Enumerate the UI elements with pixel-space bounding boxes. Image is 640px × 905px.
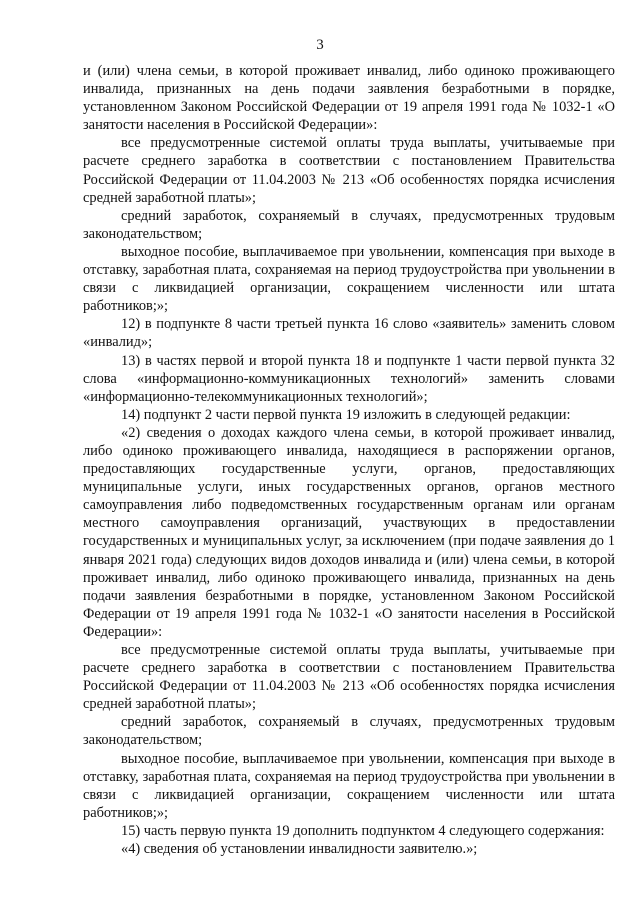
paragraph-continuation: и (или) члена семьи, в которой проживает инвалид, либо одиноко проживающего инвалида, признанных на день подачи заявления безработными в порядке, установленном Законом Российской Федерации от 19 апреля 1991 года № 1032-1 «О занятости населения в Российской Федерации»: xyxy=(83,63,615,134)
document-body xyxy=(83,62,615,858)
paragraph-average-earnings-item: средний заработок, сохраняемый в случаях, предусмотренных трудовым законодательством; xyxy=(83,714,615,749)
paragraph-payments-list-item: все предусмотренные системой оплаты труда выплаты, учитываемые при расчете среднего заработка в соответствии с постановлением Правительства Российской Федерации от 11.04.2003 № 213 «Об особенностях порядка исчисления средней заработной платы»; xyxy=(83,135,615,206)
paragraph-severance-item: выходное пособие, выплачиваемое при увольнении, компенсация при выходе в отставку, заработная плата, сохраняемая на период трудоустройства при увольнении в связи с ликвидацией организации, сокращением численности или штата работников;»; xyxy=(83,750,615,821)
page-number: 3 xyxy=(316,37,324,53)
paragraph-payments-list-item: все предусмотренные системой оплаты труда выплаты, учитываемые при расчете среднего заработка в соответствии с постановлением Правительства Российской Федерации от 11.04.2003 № 213 «Об особенностях порядка исчисления средней заработной платы»; xyxy=(83,642,615,713)
paragraph-amendment-13: 13) в частях первой и второй пункта 18 и подпункте 1 части первой пункта 32 слова «информационно-коммуникационных технологий» заменить словами «информационно-телекоммуникационных технологий»; xyxy=(83,352,615,405)
paragraph-severance-item: выходное пособие, выплачиваемое при увольнении, компенсация при выходе в отставку, заработная плата, сохраняемая на период трудоустройства при увольнении в связи с ликвидацией организации, сокращением численности или штата работников;»; xyxy=(83,243,615,315)
paragraph-amendment-12: 12) в подпункте 8 части третьей пункта 16 слово «заявитель» заменить словом «инвалид»; xyxy=(83,316,615,351)
paragraph-average-earnings-item: средний заработок, сохраняемый в случаях, предусмотренных трудовым законодательством; xyxy=(83,207,615,242)
paragraph-new-subitem-2: «2) сведения о доходах каждого члена семьи, в которой проживает инвалид, либо одиноко проживающего инвалида, находящиеся в распоряжении органов, предоставляющих государственные услуги, органов, предоставляющих муниципальные услуги, иных государственных органов, органов местного самоуправления либо подведомственных государственным органам или органам местного самоуправления организаций, участвующих в предоставлении государственных и муниципальных услуг, за исключением (при подаче заявления до 1 января 2021 года) следующих видов доходов инвалида и (или) члена семьи, в которой проживает инвалид, либо одиноко проживающего инвалида, признанных на день подачи заявления безработными в порядке, установленном Законом Российской Федерации от 19 апреля 1991 года № 1032-1 «О занятости населения в Российской Федерации»: xyxy=(83,424,615,640)
paragraph-amendment-15: 15) часть первую пункта 19 дополнить подпунктом 4 следующего содержания: xyxy=(121,822,605,839)
paragraph-new-subitem-4: «4) сведения об установлении инвалидности заявителю.»; xyxy=(121,841,478,858)
paragraph-amendment-14: 14) подпункт 2 части первой пункта 19 изложить в следующей редакции: xyxy=(121,406,571,423)
